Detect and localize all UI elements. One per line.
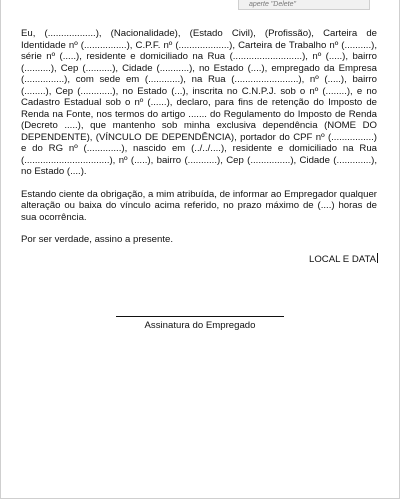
delete-hint-tab: aperte "Delete" xyxy=(238,0,370,10)
declaration-paragraph: Eu, (..................), (Nacionalidade), (Estado Civil), (Profissão), Carteira de Identidade nº (................), C.P.F. nº (...................), Carteira de Trabalho nº (..........), série nº (.....), residente e domiciliado na Rua (..........................), nº (.....), bairro (..........), Cep (..........), Cidade (...........), no Estado (....), empregado da Empresa (...............), com sede em (............), na Rua (........................), nº (.....), bairro (........), Cep (............), no Estado (...), inscrita no C.N.P.J. sob o nº (........), e no Cadastro Estadual sob o nº (......), declaro, para fins de retenção do Imposto de Renda na Fonte, nos termos do artigo ....... do Regulamento do Imposto de Renda (Decreto .....), que mantenho sob minha exclusiva dependência (NOME DO DEPENDENTE), (VÍNCULO DE DEPENDÊNCIA), portador do CPF nº (................) e do RG nº (.............), nascido em (../../....), residente e domiciliado na Rua (................................), nº (.....), bairro (...........), Cep (...............), Cidade (.............), no Estado (....). xyxy=(21,28,377,177)
signature-label: Assinatura do Empregado xyxy=(144,320,256,331)
obligation-paragraph: Estando ciente da obrigação, a mim atribuída, de informar ao Empregador qualquer alteração ou baixa do vínculo acima referido, no prazo máximo de (....) horas de sua ocorrência. xyxy=(21,188,377,223)
signature-line xyxy=(116,316,284,317)
local-and-date[interactable] xyxy=(309,253,378,265)
document-body xyxy=(21,28,377,257)
local-and-date-text: LOCAL E DATA xyxy=(309,254,376,265)
text-caret xyxy=(377,253,378,263)
closing-paragraph: Por ser verdade, assino a presente. xyxy=(21,234,173,245)
